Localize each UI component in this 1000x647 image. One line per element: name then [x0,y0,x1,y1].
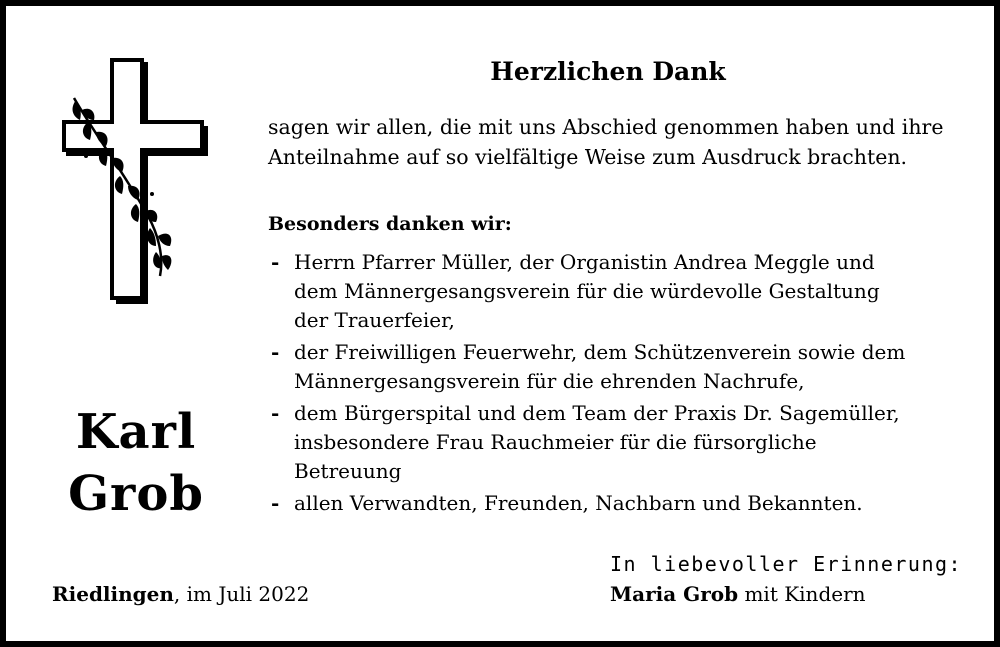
place-date-text: im Juli 2022 [180,582,310,606]
intro-line: sagen wir allen, die mit uns Abschied genommen haben und ihre [268,115,944,139]
thanks-list [268,248,968,521]
list-item-line: allen Verwandten, Freunden, Nachbarn und Bekannten. [294,491,863,515]
cross-with-palm-branch-icon [56,56,216,316]
list-item [268,399,968,486]
list-marker: - [271,340,280,364]
deceased-last-name: Grob [68,466,204,522]
place-separator: , [173,582,181,606]
signature-suffix: mit Kindern [738,582,866,606]
list-item-line: Betreuung [294,459,402,483]
intro-text [268,112,988,172]
list-item-line: dem Bürgerspital und dem Team der Praxis Dr. Sagemüller, [294,401,900,425]
list-marker: - [271,491,280,515]
list-item [268,489,968,518]
deceased-first-name: Karl [75,404,197,460]
list-item-line: der Trauerfeier, [294,308,455,332]
list-item-line: insbesondere Frau Rauchmeier für die fürsorgliche [294,430,817,454]
list-item [268,338,968,396]
thanks-heading: Besonders danken wir: [268,213,512,235]
list-item-line: Herrn Pfarrer Müller, der Organistin Andrea Meggle und [294,250,875,274]
list-marker: - [271,401,280,425]
list-item-line: der Freiwilligen Feuerwehr, dem Schützenverein sowie dem [294,340,906,364]
page-title: Herzlichen Dank [490,57,726,86]
intro-line: Anteilnahme auf so vielfältige Weise zum Ausdruck brachten. [268,145,908,169]
place-city: Riedlingen [52,582,174,606]
list-item-line: Männergesangsverein für die ehrenden Nachrufe, [294,369,805,393]
list-item [268,248,968,335]
remembrance-label: In liebevoller Erinnerung: [610,552,963,576]
signature-name: Maria Grob [610,582,739,606]
list-marker: - [271,250,280,274]
signature [610,580,866,608]
list-item-line: dem Männergesangsverein für die würdevolle Gestaltung [294,279,880,303]
place-date [52,580,309,608]
